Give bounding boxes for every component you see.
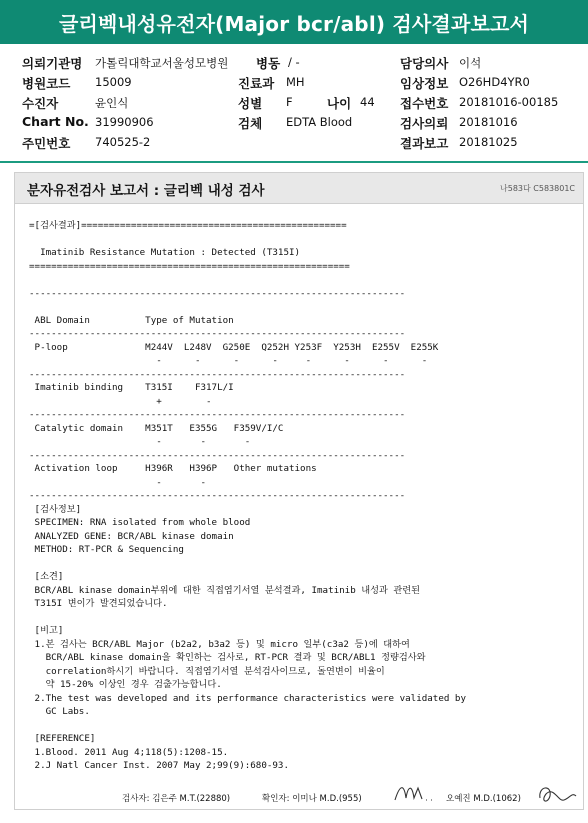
report-line: T315I 변이가 발견되었습니다. [29,598,168,609]
report-line: METHOD: RT-PCR & Sequencing [29,544,184,555]
report-line: Imatinib Resistance Mutation : Detected (T315I) [29,247,301,258]
section-title: 분자유전검사 보고서 : 글리벡 내성 검사 [27,183,265,199]
institution-value: 가톨릭대학교서울성모병원 [95,56,229,70]
report-line: SPECIMEN: RNA isolated from whole blood [29,517,251,528]
report-line: -------------------------------------------------------------------- [29,287,406,299]
report-line: + - [29,395,212,407]
department-label: 진료과 [238,76,275,91]
patient-label: 수진자 [22,96,59,111]
report-line: ========================================================== [29,260,350,272]
report-title-bar [0,0,588,44]
chart-no-label: Chart No. [22,114,89,129]
report-line: GC Labs. [29,706,90,717]
sex-label: 성별 [238,96,263,111]
chart-no-value: 31990906 [95,115,154,129]
report-date-value: 20181025 [459,135,518,149]
report-line: Imatinib binding T315I F317L/I [29,382,234,393]
report-line: Activation loop H396R H396P Other mutations [29,463,317,474]
report-line: 2.The test was developed and its performance characteristics were validated by [29,692,466,704]
header-divider [0,161,588,163]
hospital-code-value: 15009 [95,75,132,89]
report-line: [비고] [29,625,64,636]
doctor2-signature: 오예진 M.D.(1062) [446,794,521,804]
department-value: MH [286,75,305,89]
patient-value: 윤인식 [95,96,129,110]
report-line: 약 15-20% 이상인 경우 검출가능합니다. [29,679,222,690]
report-date-label: 결과보고 [400,136,449,151]
report-line: BCR/ABL kinase domain을 확인하는 검사로, RT-PCR 결과 및 BCR/ABL1 정량검사와 [29,652,426,663]
report-line: 2.J Natl Cancer Inst. 2007 May 2;99(9):680-93. [29,760,289,771]
doctor-label: 담당의사 [400,56,449,71]
report-line: BCR/ABL kinase domain부위에 대한 직접염기서열 분석결과, Imatinib 내성과 관련된 [29,584,421,596]
receipt-no-label: 접수번호 [400,96,449,111]
doctor-value: 이석 [459,56,482,70]
report-line: -------------------------------------------------------------------- [29,328,406,339]
clinical-info-label: 임상정보 [400,76,449,91]
section-header [15,173,583,204]
handwritten-signature-1 [392,780,440,806]
age-label: 나이 [327,96,352,111]
specimen-label: 검체 [238,116,263,131]
report-section [14,172,584,810]
report-line: -------------------------------------------------------------------- [29,368,406,380]
report-line: - - [29,476,207,488]
hospital-code-label: 병원코드 [22,76,71,91]
report-line: [REFERENCE] [29,733,96,744]
report-line: =[검사결과]================================================ [29,220,347,231]
section-code: 나583다 C583801C [500,184,575,193]
report-line: Catalytic domain M351T E355G F359V/I/C [29,422,284,434]
report-line: - - - - - - - - [29,355,428,366]
report-line: -------------------------------------------------------------------- [29,490,406,501]
report-line: P-loop M244V L248V G250E Q252H Y253F Y253H E255V E255K [29,341,439,353]
report-line: 1.Blood. 2011 Aug 4;118(5):1208-15. [29,746,229,758]
report-line: ANALYZED GENE: BCR/ABL kinase domain [29,530,234,542]
request-date-value: 20181016 [459,115,518,129]
ward-label: 병동 [256,56,281,71]
report-line: [검사정보] [29,503,82,515]
specimen-value: EDTA Blood [286,115,353,129]
report-line: correlation하시기 바랍니다. 직접염기서열 분석검사이므로, 돌연변이 비율이 [29,665,385,677]
report-line: -------------------------------------------------------------------- [29,449,406,461]
id-no-label: 주민번호 [22,136,71,151]
confirmer-signature: 확인자: 이미나 M.D.(955) [262,794,362,804]
report-line: [소견] [29,571,64,582]
handwritten-signature-2 [536,780,580,808]
receipt-no-value: 20181016-00185 [459,95,559,109]
sex-value: F [286,95,293,109]
signature-line [0,780,588,820]
id-no-value: 740525-2 [95,135,151,149]
examiner-signature: 검사자: 김은주 M.T.(22880) [122,794,231,804]
report-line: 1.본 검사는 BCR/ABL Major (b2a2, b3a2 등) 및 micro 일부(c3a2 등)에 대하여 [29,638,410,650]
institution-label: 의뢰기관명 [22,56,83,71]
report-line: ABL Domain Type of Mutation [29,314,234,326]
patient-info-block [0,54,588,152]
clinical-info-value: O26HD4YR0 [459,75,530,89]
request-date-label: 검사의뢰 [400,116,449,131]
age-value: 44 [360,95,375,109]
ward-value: / - [288,55,300,69]
report-line: - - - [29,436,251,447]
report-line: -------------------------------------------------------------------- [29,409,406,420]
report-title: 글리벡내성유전자(Major bcr/abl) 검사결과보고서 [58,11,530,36]
